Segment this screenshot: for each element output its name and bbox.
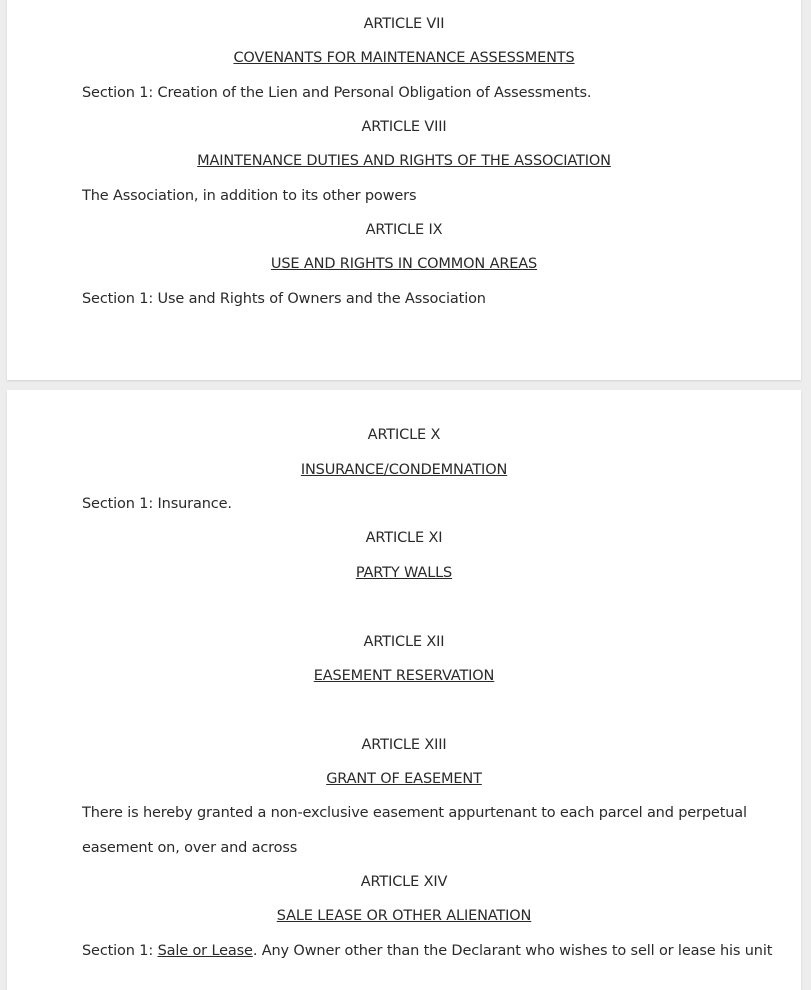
article-10-title: INSURANCE/CONDEMNATION xyxy=(300,462,508,478)
article-8-title: MAINTENANCE DUTIES AND RIGHTS OF THE ASSOCIATION xyxy=(197,153,611,169)
article-7-title: COVENANTS FOR MAINTENANCE ASSESSMENTS xyxy=(233,50,575,66)
article-12-heading: ARTICLE XII xyxy=(363,634,445,650)
article-9-section-text: Section 1: Use and Rights of Owners and the Association xyxy=(82,291,486,307)
article-7-heading: ARTICLE VII xyxy=(363,16,445,32)
article-10-heading: ARTICLE X xyxy=(367,427,441,443)
article-12-title: EASEMENT RESERVATION xyxy=(313,668,495,684)
article-14-heading: ARTICLE XIV xyxy=(360,874,448,890)
article-8-section-text: The Association, in addition to its other powers xyxy=(82,188,417,204)
article-14-section-rest: . Any Owner other than the Declarant who wishes to sell or lease his unit xyxy=(252,943,773,959)
article-9-title: USE AND RIGHTS IN COMMON AREAS xyxy=(270,256,538,272)
article-10-section-text: Section 1: Insurance. xyxy=(82,496,232,512)
document-page-2 xyxy=(7,390,801,990)
article-13-heading: ARTICLE XIII xyxy=(361,737,447,753)
article-13-text-line-2: easement on, over and across xyxy=(82,840,298,856)
article-13-text-line-1: There is hereby granted a non-exclusive easement appurtenant to each parcel and perpetual xyxy=(82,805,747,821)
article-8-heading: ARTICLE VIII xyxy=(361,119,447,135)
article-14-title: SALE LEASE OR OTHER ALIENATION xyxy=(276,908,532,924)
article-11-heading: ARTICLE XI xyxy=(365,530,443,546)
article-9-heading: ARTICLE IX xyxy=(365,222,443,238)
article-11-title: PARTY WALLS xyxy=(355,565,453,581)
document-page-1 xyxy=(7,0,801,380)
article-14-section-prefix: Section 1: xyxy=(82,943,158,959)
article-13-title: GRANT OF EASEMENT xyxy=(326,771,482,787)
article-14-section-text xyxy=(82,941,772,961)
article-7-section-text: Section 1: Creation of the Lien and Personal Obligation of Assessments. xyxy=(82,85,592,101)
article-14-sale-or-lease-term: Sale or Lease xyxy=(157,943,253,959)
